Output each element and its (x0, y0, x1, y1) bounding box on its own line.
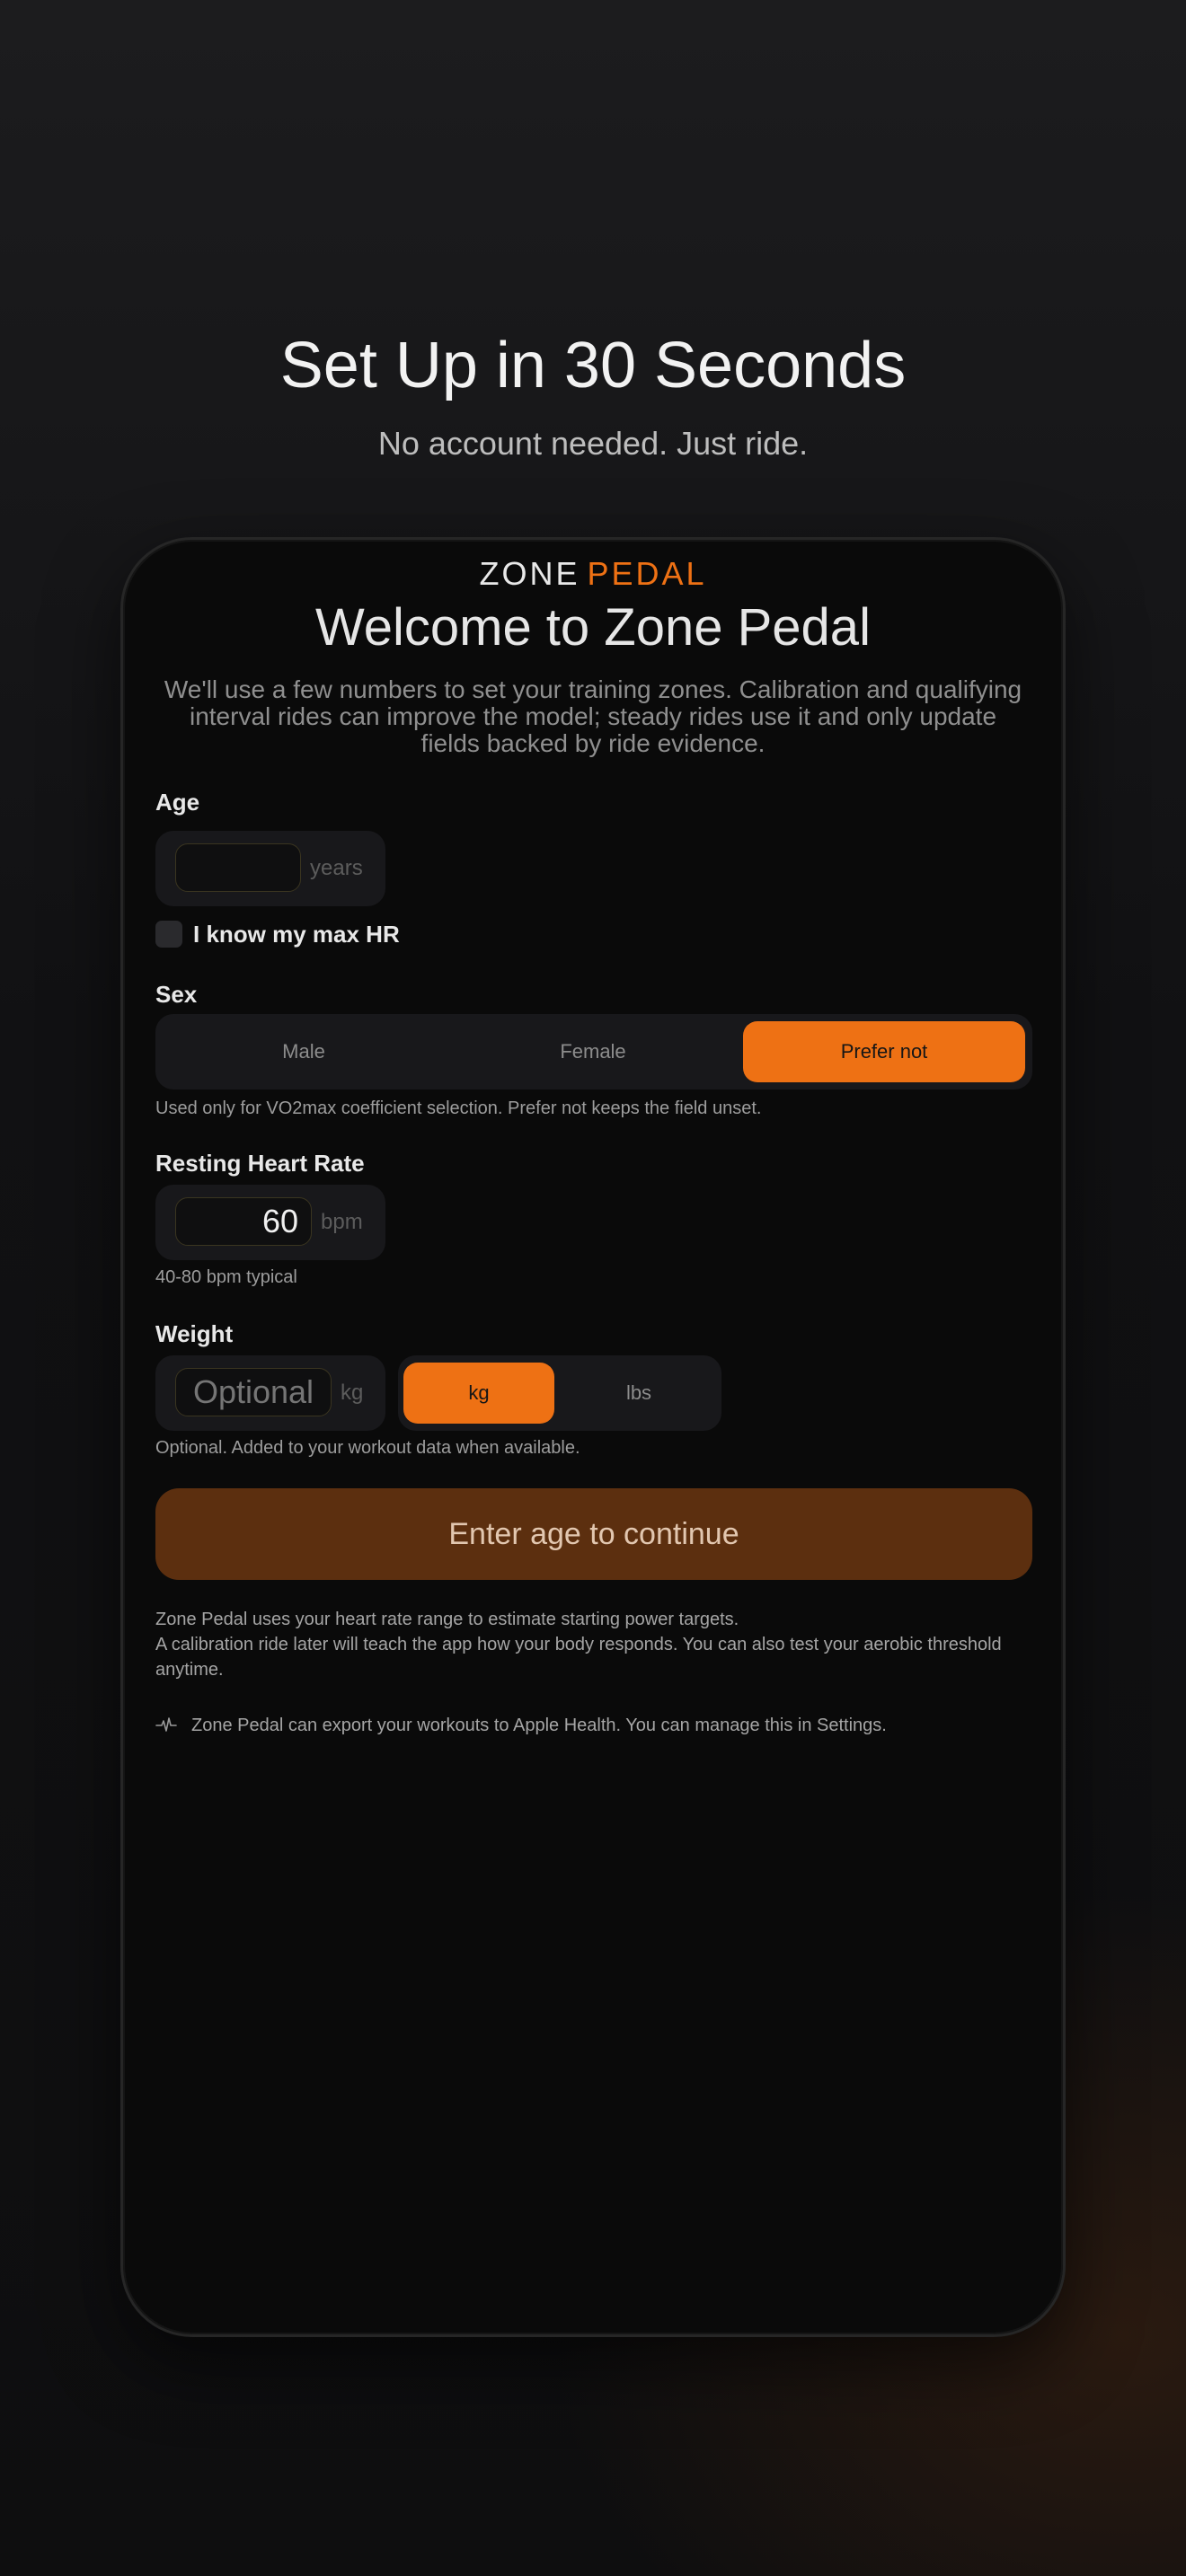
resting-hr-label: Resting Heart Rate (155, 1150, 365, 1177)
weight-label: Weight (155, 1320, 234, 1347)
footer-line-1: Zone Pedal uses your heart rate range to estimate starting power targets. (155, 1610, 739, 1629)
device-frame (120, 537, 1066, 2337)
hero-title: Set Up in 30 Seconds (279, 330, 907, 401)
footer-line-2: A calibration ride later will teach the app how your body responds. You can also test your aerobic threshold anytime. (155, 1635, 1002, 1680)
heart-pulse-icon (155, 1715, 177, 1736)
weight-input[interactable] (175, 1368, 332, 1416)
welcome-intro: We'll use a few numbers to set your training zones. Calibration and qualifying interval rides can improve the model; steady rides use it and only update fields backed by ride evidence. (164, 675, 1022, 757)
age-label: Age (155, 789, 200, 816)
resting-hr-panel (155, 1185, 385, 1260)
sex-label: Sex (155, 981, 198, 1008)
resting-hr-unit: bpm (321, 1210, 363, 1234)
resting-hr-input[interactable] (175, 1197, 312, 1246)
max-hr-label[interactable]: I know my max HR (193, 921, 400, 948)
sex-hint: Used only for VO2max coefficient selection. Prefer not keeps the field unset. (155, 1098, 762, 1118)
weight-unit-lbs[interactable]: lbs (625, 1381, 652, 1404)
weight-unit-kg[interactable]: kg (403, 1363, 554, 1424)
age-unit: years (310, 856, 363, 880)
weight-hint: Optional. Added to your workout data when available. (155, 1438, 580, 1458)
sex-segmented-control (155, 1014, 1032, 1090)
max-hr-checkbox[interactable] (155, 921, 182, 948)
welcome-title: Welcome to Zone Pedal (315, 598, 871, 657)
weight-panel (155, 1355, 385, 1431)
sex-option-female[interactable]: Female (560, 1040, 626, 1063)
continue-button[interactable]: Enter age to continue (155, 1488, 1032, 1580)
brand-word-zone: ZONE (479, 555, 580, 592)
sex-option-prefer-not[interactable]: Prefer not (743, 1021, 1025, 1082)
weight-unit-toggle (398, 1355, 721, 1431)
resting-hr-hint: 40-80 bpm typical (155, 1267, 297, 1287)
brand-logo (123, 554, 1063, 594)
health-export-note: Zone Pedal can export your workouts to Apple Health. You can manage this in Settings. (191, 1716, 887, 1735)
hero-subtitle: No account needed. Just ride. (377, 425, 809, 462)
age-input[interactable] (175, 843, 301, 892)
brand-word-pedal: PEDAL (587, 555, 707, 592)
age-panel (155, 831, 385, 906)
weight-unit: kg (341, 1381, 364, 1405)
sex-option-male[interactable]: Male (282, 1040, 325, 1063)
